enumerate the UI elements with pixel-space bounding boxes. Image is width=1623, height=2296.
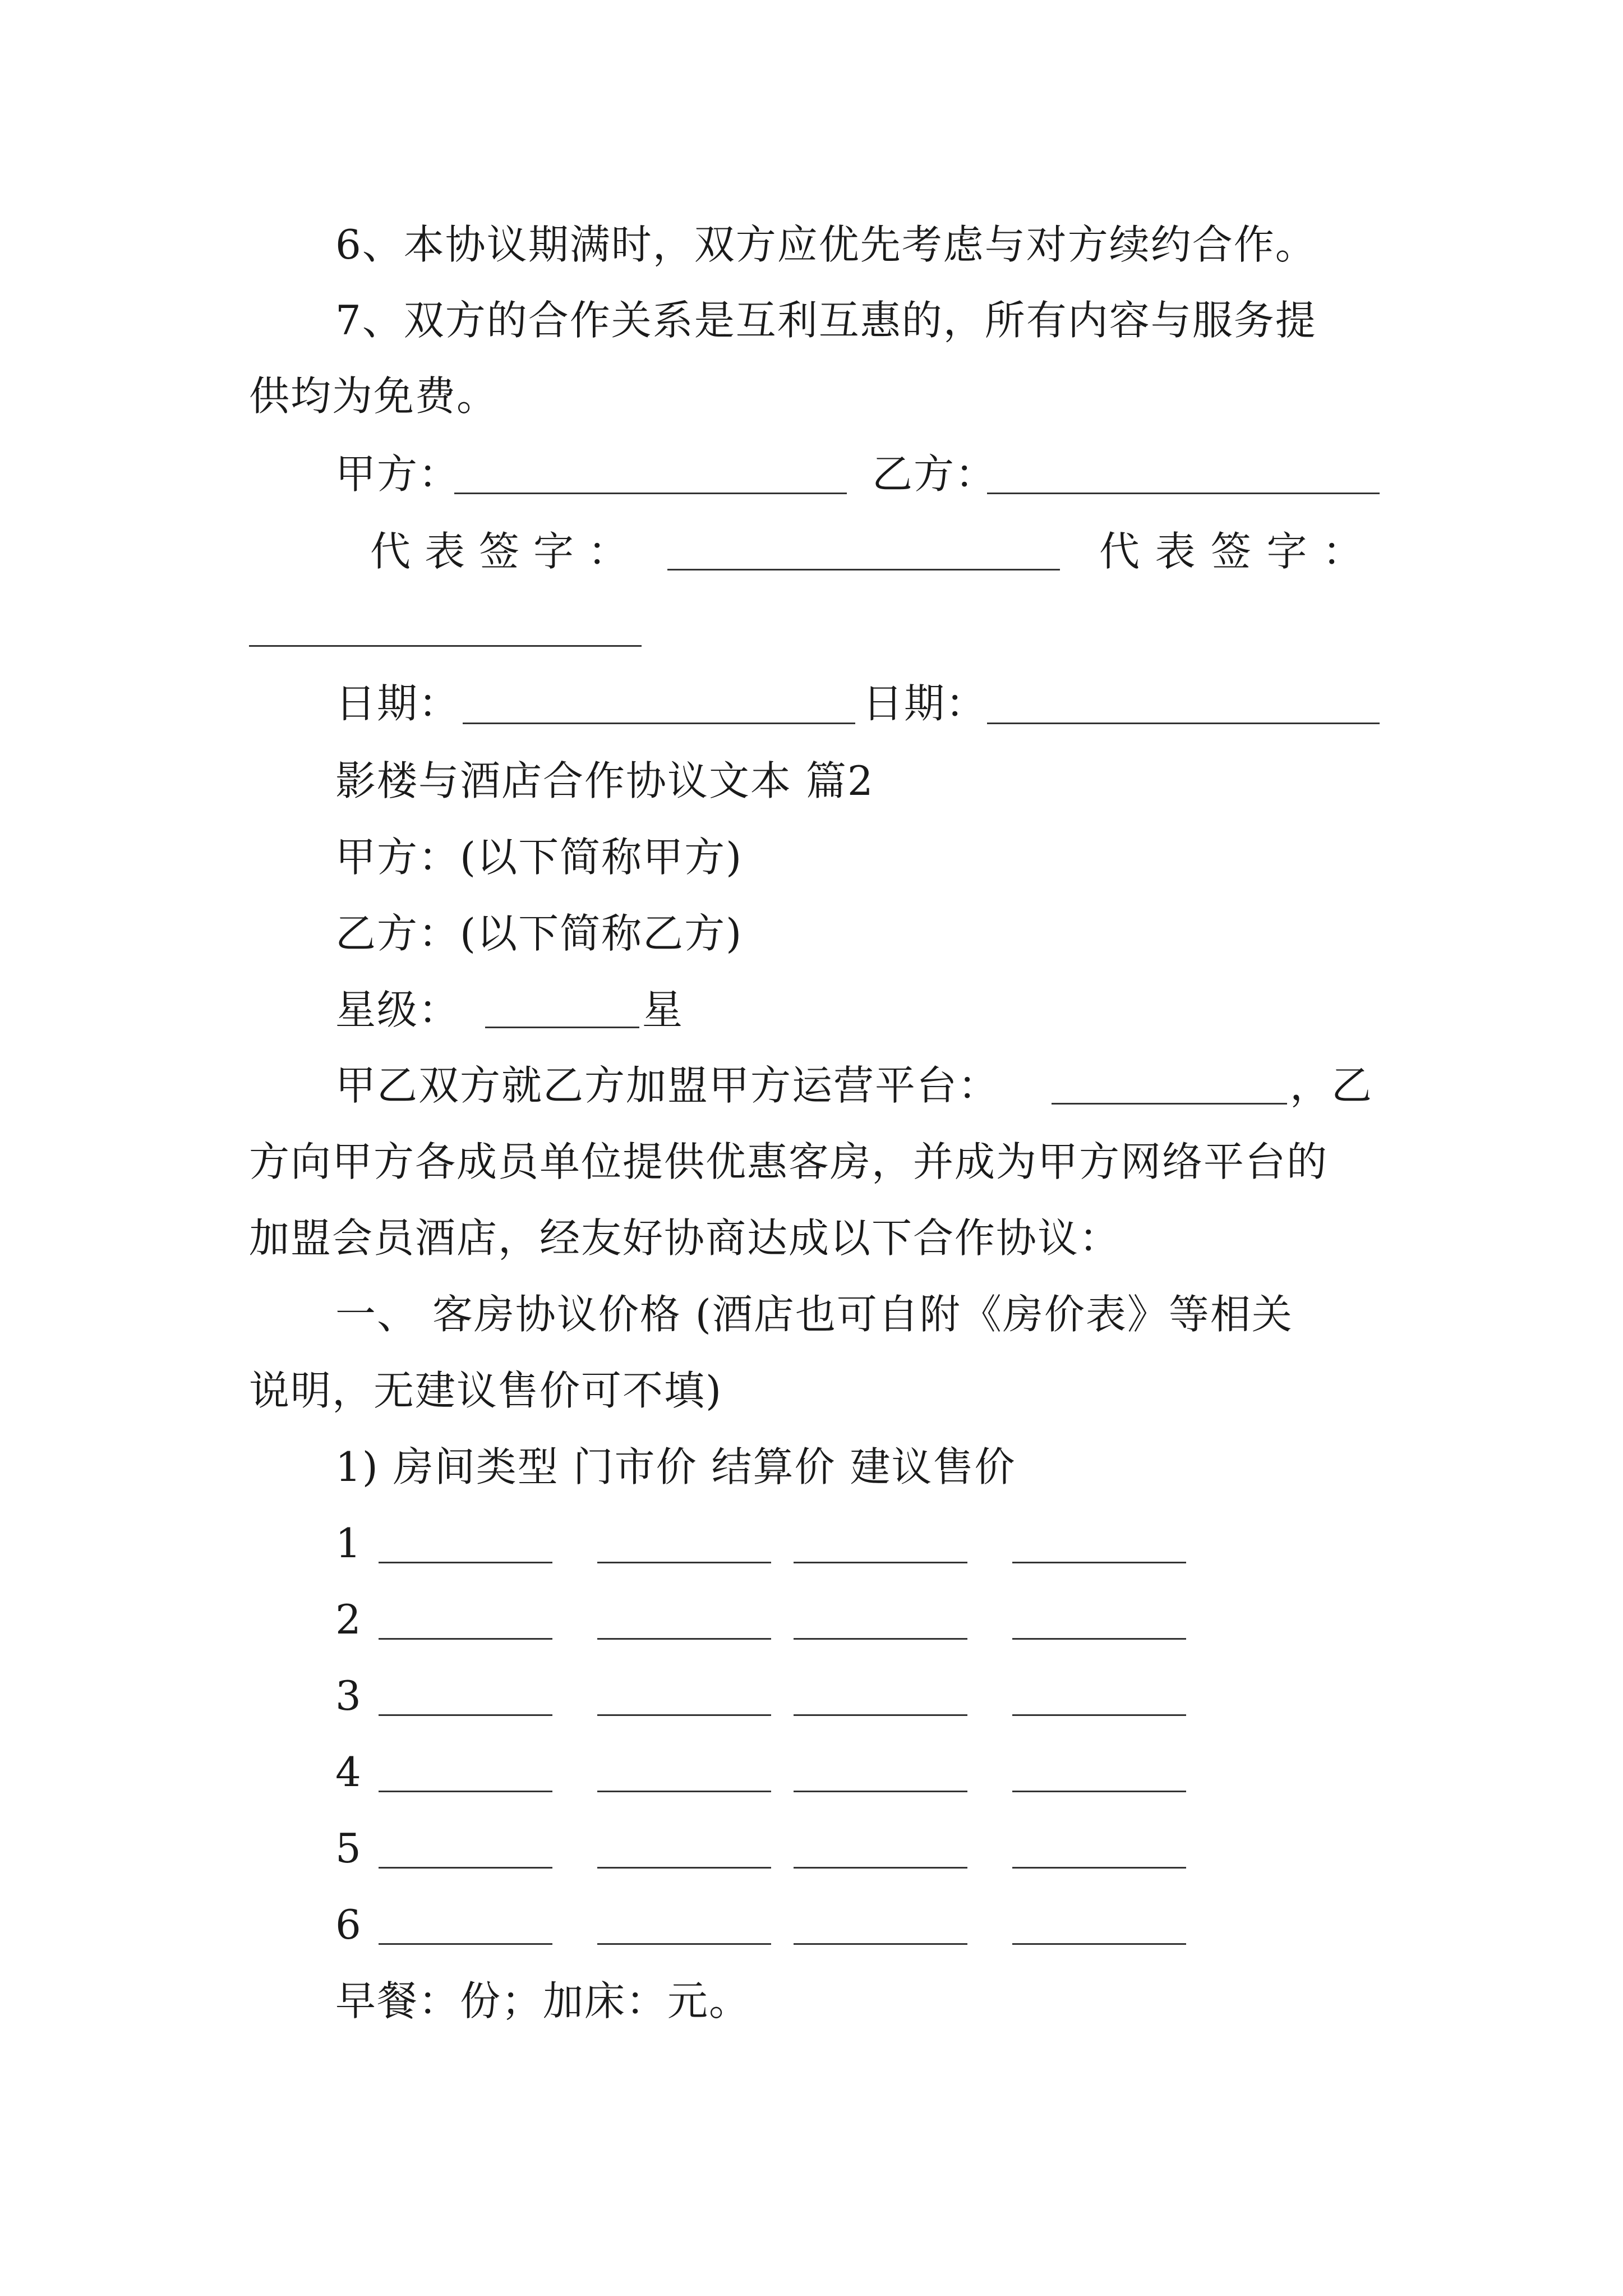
rep-sign-label-b — [1099, 524, 1363, 578]
date-b-label: 日期： — [863, 680, 988, 727]
suggested-price-blank[interactable] — [1012, 1562, 1186, 1563]
room-type-blank[interactable] — [379, 1638, 552, 1640]
table-row-number: 3 — [335, 1672, 362, 1719]
settlement-price-blank[interactable] — [794, 1638, 967, 1640]
intro-line-1-end: ，乙 — [1290, 1062, 1373, 1109]
suggested-price-blank[interactable] — [1012, 1714, 1186, 1716]
date-b-blank[interactable] — [987, 723, 1380, 724]
rack-rate-blank[interactable] — [597, 1562, 771, 1563]
settlement-price-blank[interactable] — [794, 1943, 967, 1945]
settlement-price-blank[interactable] — [794, 1867, 967, 1869]
room-type-blank[interactable] — [379, 1714, 552, 1716]
intro-line-1: 甲乙双方就乙方加盟甲方运营平台： — [335, 1062, 1000, 1109]
party-a-label: 甲方： — [335, 450, 460, 498]
settlement-price-blank[interactable] — [794, 1791, 967, 1792]
room-type-blank[interactable] — [379, 1562, 552, 1563]
star-rating-label: 星级： — [335, 986, 460, 1033]
rep-sign-char: 签 — [1210, 528, 1251, 575]
suggested-price-blank[interactable] — [1012, 1638, 1186, 1640]
clause-6: 6、本协议期满时，双方应优先考虑与对方续约合作。 — [335, 221, 1317, 268]
party-b-blank[interactable] — [987, 493, 1380, 494]
rep-sign-char: 表 — [1155, 528, 1196, 575]
rep-sign-label-a — [370, 524, 628, 578]
clause-7-line-1: 7、双方的合作关系是互利互惠的，所有内容与服务提 — [335, 297, 1317, 344]
price-clause-line-2: 说明，无建议售价可不填) — [249, 1367, 723, 1414]
room-type-blank[interactable] — [379, 1867, 552, 1869]
price-table-header: 1) 房间类型 门市价 结算价 建议售价 — [335, 1443, 1016, 1490]
party-a-blank[interactable] — [454, 493, 847, 494]
room-type-blank[interactable] — [379, 1791, 552, 1792]
rack-rate-blank[interactable] — [597, 1943, 771, 1945]
suggested-price-blank[interactable] — [1012, 1867, 1186, 1869]
star-rating-blank[interactable] — [485, 1027, 639, 1028]
rep-sign-char: 代 — [370, 528, 411, 575]
section-2-heading: 影楼与酒店合作协议文本 篇2 — [335, 757, 874, 804]
table-row-number: 5 — [335, 1825, 362, 1872]
rep-sign-char: 代 — [1099, 528, 1140, 575]
rep-sign-char: ： — [587, 528, 628, 575]
rep-sign-char: ： — [1322, 528, 1363, 575]
rack-rate-blank[interactable] — [597, 1791, 771, 1792]
rep-sign-b-blank[interactable] — [249, 645, 642, 647]
rack-rate-blank[interactable] — [597, 1638, 771, 1640]
rep-sign-char: 字 — [1266, 528, 1307, 575]
star-rating-suffix: 星 — [642, 986, 684, 1033]
section-2-party-b: 乙方：(以下简称乙方) — [335, 910, 743, 957]
rep-sign-char: 签 — [478, 528, 519, 575]
intro-line-2: 方向甲方各成员单位提供优惠客房，并成为甲方网络平台的 — [249, 1138, 1329, 1185]
date-a-label: 日期： — [335, 680, 460, 727]
settlement-price-blank[interactable] — [794, 1562, 967, 1563]
section-2-party-a: 甲方：(以下简称甲方) — [335, 834, 743, 881]
intro-line-3: 加盟会员酒店，经友好协商达成以下合作协议： — [249, 1214, 1121, 1262]
rep-sign-a-blank[interactable] — [667, 569, 1060, 570]
rep-sign-char: 表 — [424, 528, 465, 575]
rack-rate-blank[interactable] — [597, 1714, 771, 1716]
price-clause-line-1: 一、 客房协议价格 (酒店也可自附《房价表》等相关 — [335, 1291, 1293, 1338]
table-row-number: 6 — [335, 1901, 362, 1948]
suggested-price-blank[interactable] — [1012, 1791, 1186, 1792]
date-a-blank[interactable] — [463, 723, 855, 724]
suggested-price-blank[interactable] — [1012, 1943, 1186, 1945]
clause-7-line-2: 供均为免费。 — [249, 372, 499, 420]
breakfast-extra-bed-line: 早餐：份；加床：元。 — [335, 1977, 751, 2024]
room-type-blank[interactable] — [379, 1943, 552, 1945]
settlement-price-blank[interactable] — [794, 1714, 967, 1716]
platform-name-blank[interactable] — [1052, 1103, 1287, 1105]
table-row-number: 4 — [335, 1749, 362, 1796]
table-row-number: 2 — [335, 1596, 362, 1643]
rep-sign-char: 字 — [533, 528, 574, 575]
table-row-number: 1 — [335, 1520, 362, 1567]
party-b-label: 乙方： — [872, 450, 997, 498]
rack-rate-blank[interactable] — [597, 1867, 771, 1869]
